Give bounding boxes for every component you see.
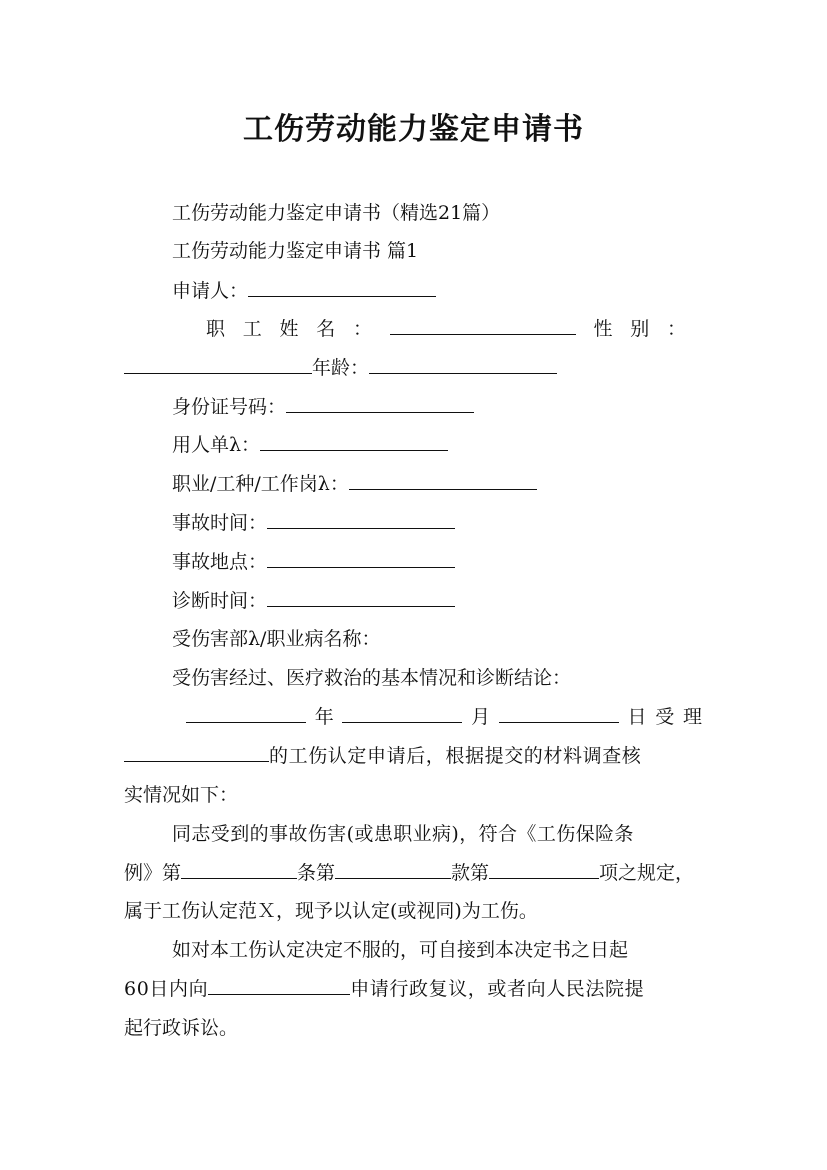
worker-name-char-3: 姓 <box>279 318 299 340</box>
received-char-1: 受 <box>655 706 675 728</box>
worker-name-gender-row <box>206 316 686 342</box>
job-blank[interactable] <box>349 471 537 490</box>
applicant-label: 申请人： <box>172 280 249 302</box>
year-blank[interactable] <box>186 704 306 723</box>
diagnosis-time-blank[interactable] <box>267 588 455 607</box>
job-field <box>172 471 537 497</box>
paragraph3-line2 <box>124 976 644 1002</box>
paragraph3-line1: 如对本工伤认定决定不服的，可自接到本决定书之日起 <box>172 939 629 961</box>
accident-place-blank[interactable] <box>267 549 455 568</box>
paragraph2-line3: 属于工伤认定范Ｘ，现予以认定(或视同)为工伤。 <box>124 900 538 922</box>
employer-field <box>172 432 448 458</box>
applicant-blank[interactable] <box>248 278 436 297</box>
paragraph1-line2 <box>124 743 641 769</box>
month-label: 月 <box>471 706 491 728</box>
document-subtitle: 工伤劳动能力鉴定申请书（精选21篇） <box>172 202 501 224</box>
item-suffix: 项之规定， <box>599 862 695 884</box>
gender-char-2: 别 <box>630 318 650 340</box>
accident-time-blank[interactable] <box>267 510 455 529</box>
accident-time-label: 事故时间： <box>172 512 268 534</box>
section-heading: 工伤劳动能力鉴定申请书 篇1 <box>172 240 419 262</box>
gender-char-1: 性 <box>593 318 613 340</box>
paragraph1-line2-text: 的工伤认定申请后，根据提交的材料调查核 <box>269 745 642 767</box>
diagnosis-time-label: 诊断时间： <box>172 590 268 612</box>
applicant-org-blank[interactable] <box>124 743 269 762</box>
received-char-2: 理 <box>682 706 702 728</box>
worker-name-char-2: 工 <box>242 318 262 340</box>
worker-name-colon: ： <box>353 318 373 340</box>
accident-time-field <box>172 510 455 536</box>
paragraph1-line1 <box>186 704 702 730</box>
accident-place-label: 事故地点： <box>172 551 268 573</box>
gender-age-row <box>124 355 557 381</box>
age-blank[interactable] <box>369 355 557 374</box>
day-char: 日 <box>627 706 647 728</box>
article-prefix: 例》第 <box>124 862 182 884</box>
paragraph-label: 款第 <box>451 862 490 884</box>
day-blank[interactable] <box>499 704 619 723</box>
age-label: 年龄： <box>312 357 370 379</box>
clause-blank[interactable] <box>335 860 451 879</box>
employer-blank[interactable] <box>260 432 448 451</box>
diagnosis-time-field <box>172 588 455 614</box>
gender-colon: ： <box>666 318 686 340</box>
paragraph2-line1: 同志受到的事故伤害(或患职业病)，符合《工伤保险条 <box>172 823 634 845</box>
worker-name-char-1: 职 <box>206 318 226 340</box>
id-number-blank[interactable] <box>286 394 474 413</box>
article-blank[interactable] <box>181 860 297 879</box>
clause-label: 条第 <box>297 862 336 884</box>
review-org-blank[interactable] <box>208 976 350 995</box>
injury-part-field: 受伤害部λ/职业病名称： <box>172 628 381 650</box>
year-label: 年 <box>314 706 334 728</box>
paragraph1-line3: 实情况如下： <box>124 784 239 806</box>
job-label: 职业/工种/工作岗λ： <box>172 473 349 495</box>
paragraph2-line2 <box>124 860 694 886</box>
injury-details-field: 受伤害经过、医疗救治的基本情况和诊断结论： <box>172 667 572 689</box>
month-blank[interactable] <box>342 704 462 723</box>
review-text: 申请行政复议，或者向人民法院提 <box>350 978 645 1000</box>
id-number-field <box>172 394 474 420</box>
id-number-label: 身份证号码： <box>172 396 287 418</box>
gender-blank[interactable] <box>124 355 312 374</box>
worker-name-blank[interactable] <box>390 316 576 335</box>
applicant-field <box>172 278 436 304</box>
paragraph3-line3: 起行政诉讼。 <box>124 1017 239 1039</box>
accident-place-field <box>172 549 455 575</box>
document-title: 工伤劳动能力鉴定申请书 <box>243 112 584 147</box>
worker-name-char-4: 名 <box>316 318 336 340</box>
item-blank[interactable] <box>489 860 599 879</box>
employer-label: 用人单λ： <box>172 434 261 456</box>
sixty-days-text: 60日内向 <box>124 978 209 1000</box>
